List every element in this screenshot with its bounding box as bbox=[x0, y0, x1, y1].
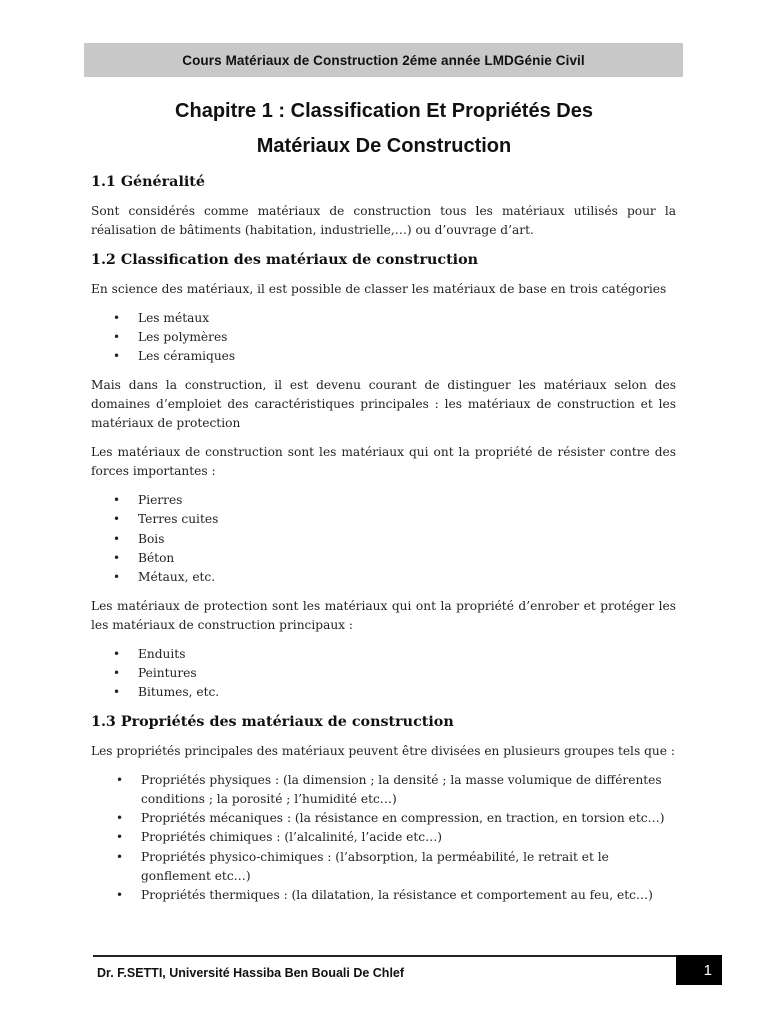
paragraph: Sont considérés comme matériaux de construction tous les matériaux utilisés pour la réalisation de bâtiments (habitation, industrielle,…) ou d’ouvrage d’art. bbox=[91, 204, 676, 238]
section-heading-1-3: 1.3 Propriétés des matériaux de construction bbox=[91, 714, 454, 731]
bullet-list-protection-materials bbox=[91, 645, 676, 703]
chapter-title-line1: Chapitre 1 : Classification Et Propriétés Des bbox=[175, 100, 593, 122]
list-item: • Les métaux bbox=[138, 309, 676, 328]
list-item: • Propriétés mécaniques : (la résistance en compression, en traction, en torsion etc…) bbox=[141, 809, 676, 828]
list-item: • Béton bbox=[138, 549, 676, 568]
list-item: • Les polymères bbox=[138, 328, 676, 347]
section-heading-1-2: 1.2 Classification des matériaux de construction bbox=[91, 252, 479, 268]
list-item: • Métaux, etc. bbox=[138, 568, 676, 587]
list-item: • Bitumes, etc. bbox=[138, 683, 676, 702]
chapter-title-line2: Matériaux De Construction bbox=[256, 135, 512, 157]
document-body bbox=[91, 172, 676, 915]
list-item: • Peintures bbox=[138, 664, 676, 683]
list-item: • Propriétés chimiques : (l’alcalinité, l’acide etc…) bbox=[141, 828, 676, 847]
list-item: • Pierres bbox=[138, 491, 676, 510]
page-number: 1 bbox=[676, 955, 722, 985]
list-item: • Propriétés thermiques : (la dilatation, la résistance et comportement au feu, etc…) bbox=[141, 886, 676, 905]
list-item: • Terres cuites bbox=[138, 510, 676, 529]
section-heading-1-1: 1.1 Généralité bbox=[91, 174, 206, 190]
course-title: Cours Matériaux de Construction 2éme année LMDGénie Civil bbox=[182, 52, 585, 68]
bullet-list-properties bbox=[91, 771, 676, 905]
list-item: • Propriétés physiques : (la dimension ; la densité ; la masse volumique de différentes conditions ; la porosité ; l’humidité etc…) bbox=[141, 771, 676, 809]
list-item: • Bois bbox=[138, 530, 676, 549]
running-header bbox=[84, 43, 683, 77]
list-item: • Les céramiques bbox=[138, 347, 676, 366]
paragraph: Les propriétés principales des matériaux peuvent être divisées en plusieurs groupes tels que : bbox=[91, 744, 675, 759]
list-item: • Enduits bbox=[138, 645, 676, 664]
paragraph: Mais dans la construction, il est devenu courant de distinguer les matériaux selon des domaines d’emploiet des caractéristiques principales : les matériaux de construction et les matériaux de protection bbox=[91, 378, 676, 431]
footer-divider bbox=[93, 955, 719, 957]
paragraph: Les matériaux de construction sont les matériaux qui ont la propriété de résister contre des forces importantes : bbox=[91, 445, 676, 479]
paragraph: Les matériaux de protection sont les matériaux qui ont la propriété d’enrober et protéger les les matériaux de construction principaux : bbox=[91, 598, 676, 633]
list-item: • Propriétés physico-chimiques : (l’absorption, la perméabilité, le retrait et le gonflement etc…) bbox=[141, 848, 676, 886]
bullet-list-material-categories bbox=[91, 309, 676, 367]
paragraph: En science des matériaux, il est possible de classer les matériaux de base en trois catégories bbox=[91, 282, 667, 296]
footer-author: Dr. F.SETTI, Université Hassiba Ben Bouali De Chlef bbox=[97, 966, 405, 980]
bullet-list-construction-materials bbox=[91, 491, 676, 587]
